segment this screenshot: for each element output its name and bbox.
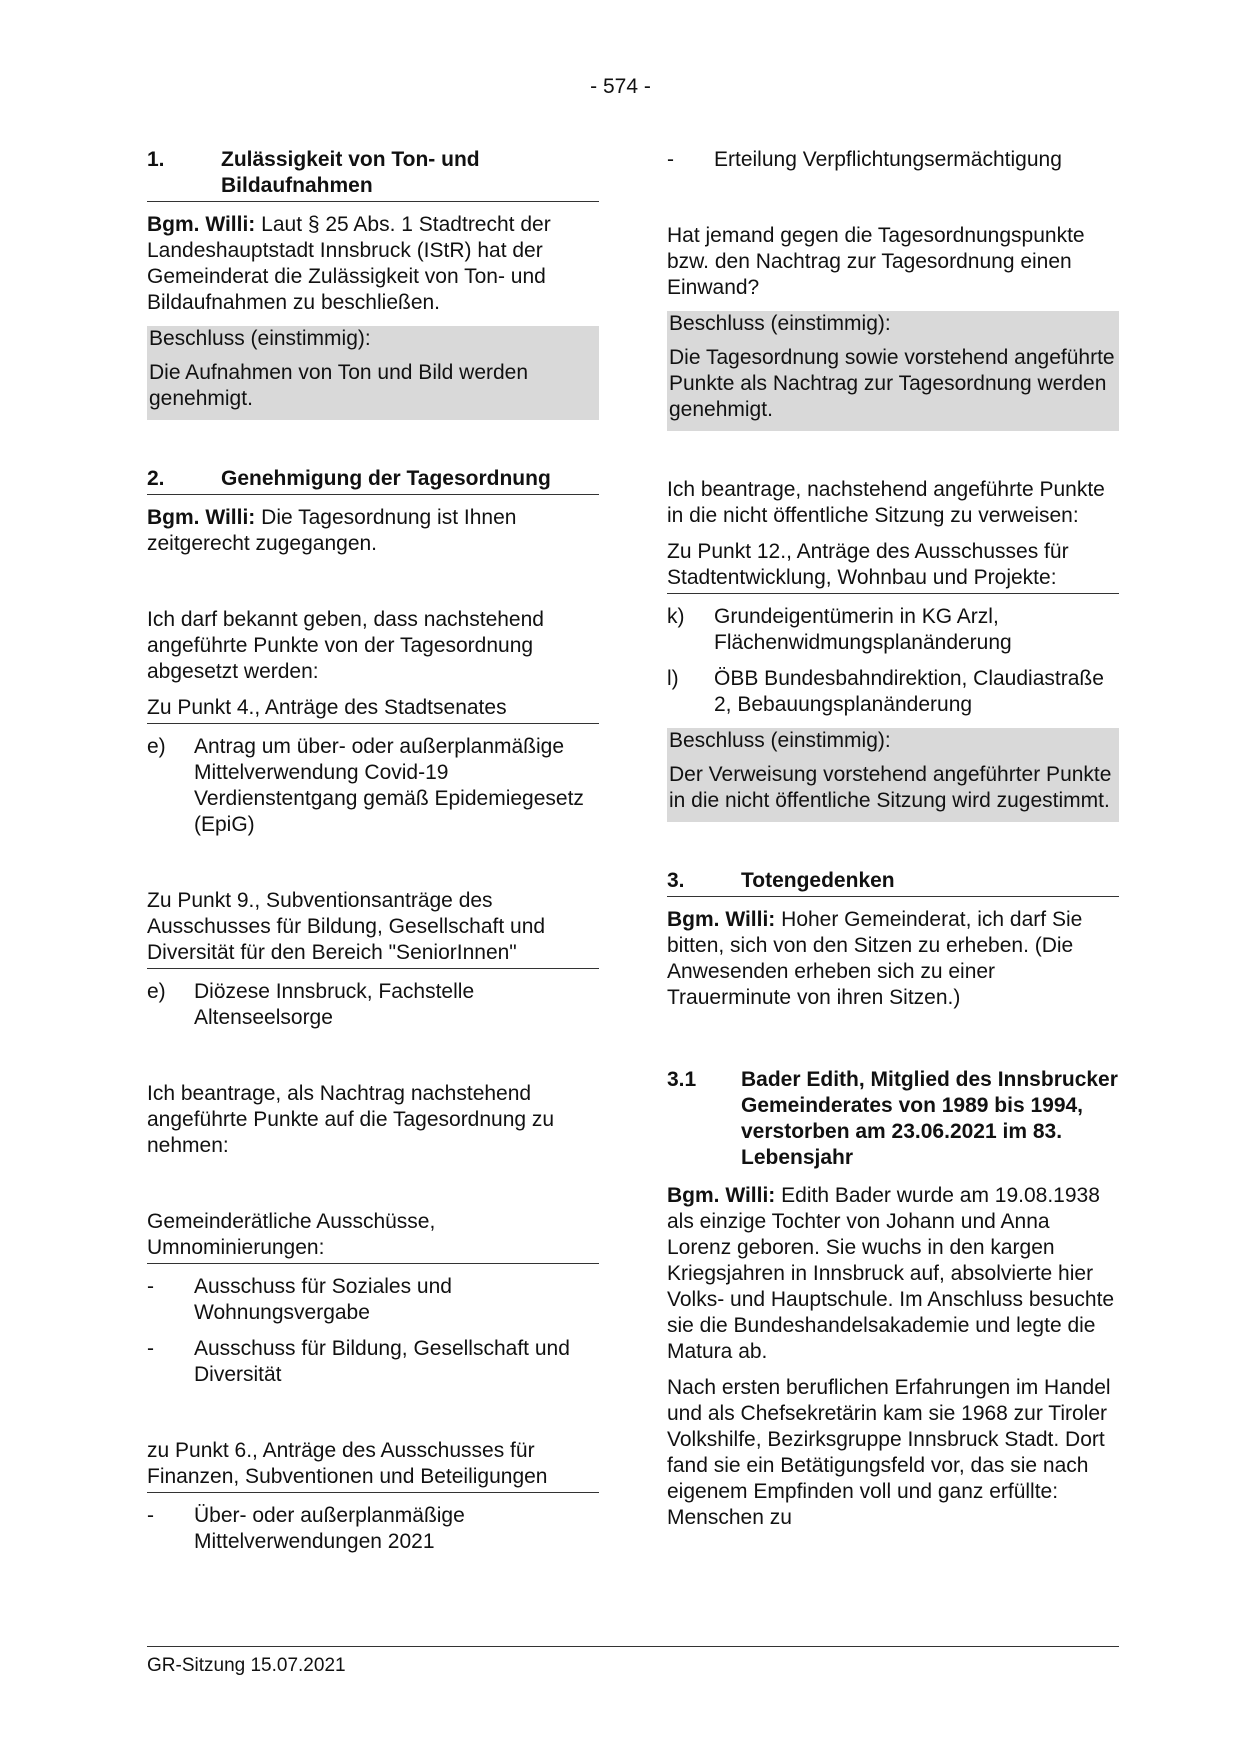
section-1-heading — [147, 147, 599, 202]
list-item — [147, 1274, 599, 1326]
paragraph: Ich darf bekannt geben, dass nachstehend angeführte Punkte von der Tagesordnung abgesetzt werden: — [147, 608, 544, 683]
list-item — [147, 734, 599, 838]
list-item-text: Diözese Innsbruck, Fachstelle Altenseelsorge — [194, 980, 475, 1029]
list-item — [667, 666, 1119, 718]
list-marker: - — [147, 1504, 154, 1527]
list-item — [147, 1336, 599, 1388]
resolution-label: Beschluss (einstimmig): — [149, 327, 371, 350]
speaker: Bgm. Willi: — [147, 506, 256, 529]
resolution-text: Die Aufnahmen von Ton und Bild werden genehmigt. — [149, 361, 529, 410]
list-marker: l) — [667, 667, 679, 690]
section-3-heading — [667, 868, 1119, 897]
subheading: Zu Punkt 12., Anträge des Ausschusses für Stadtentwicklung, Wohnbau und Projekte: — [667, 539, 1119, 594]
section-title: Zulässigkeit von Ton- und Bildaufnahmen — [221, 148, 480, 197]
section-3-1-heading — [667, 1067, 1119, 1173]
section-number: 1. — [147, 148, 165, 171]
list — [667, 147, 1119, 173]
list-marker: - — [147, 1337, 154, 1360]
resolution-label: Beschluss (einstimmig): — [669, 312, 891, 335]
list-marker: e) — [147, 980, 166, 1003]
list-item — [147, 1503, 599, 1555]
subheading: Zu Punkt 9., Subventionsanträge des Ausschusses für Bildung, Gesellschaft und Diversität für den Bereich "SeniorInnen" — [147, 888, 599, 969]
paragraph: Bgm. Willi: Hoher Gemeinderat, ich darf Sie bitten, sich von den Sitzen zu erheben. (Die Anwesenden erheben sich zu einer Trauerminute von ihren Sitzen.) — [667, 908, 1083, 1009]
resolution-text: Der Verweisung vorstehend angeführter Punkte in die nicht öffentliche Sitzung wird zugestimmt. — [669, 763, 1112, 812]
list-item — [667, 604, 1119, 656]
left-column — [147, 147, 599, 1565]
paragraph: Hat jemand gegen die Tagesordnungspunkte bzw. den Nachtrag zur Tagesordnung einen Einwand? — [667, 224, 1085, 299]
paragraph: Bgm. Willi: Edith Bader wurde am 19.08.1938 als einzige Tochter von Johann und Anna Lorenz geboren. Sie wuchs in den kargen Kriegsjahren in Innsbruck auf, absolvierte hier Volks- und Hauptschule. Im Anschluss besuchte sie die Bundeshandelsakademie und legte die Matura ab. — [667, 1184, 1115, 1363]
list-item — [667, 147, 1119, 173]
section-title: Bader Edith, Mitglied des Innsbrucker Gemeinderates von 1989 bis 1994, verstorben am 23.06.2021 im 83. Lebensjahr — [741, 1068, 1118, 1169]
speaker: Bgm. Willi: — [667, 1184, 776, 1207]
section-number: 3.1 — [667, 1068, 697, 1091]
section-title: Totengedenken — [741, 869, 895, 892]
section-title: Genehmigung der Tagesordnung — [221, 467, 551, 490]
subheading: Zu Punkt 4., Anträge des Stadtsenates — [147, 695, 599, 724]
section-2-heading — [147, 466, 599, 495]
right-column — [667, 147, 1119, 1541]
resolution-label: Beschluss (einstimmig): — [669, 729, 891, 752]
paragraph: Ich beantrage, als Nachtrag nachstehend angeführte Punkte auf die Tagesordnung zu nehmen: — [147, 1082, 555, 1157]
resolution-box — [667, 728, 1119, 822]
list — [147, 979, 599, 1031]
list — [147, 1274, 599, 1388]
list-marker: e) — [147, 735, 166, 758]
page-footer: GR-Sitzung 15.07.2021 — [147, 1646, 1119, 1679]
resolution-box — [147, 326, 599, 420]
list — [147, 734, 599, 838]
page-number: - 574 - — [590, 75, 651, 98]
paragraph: Ich beantrage, nachstehend angeführte Punkte in die nicht öffentliche Sitzung zu verweisen: — [667, 478, 1105, 527]
list-marker: k) — [667, 605, 685, 628]
subheading: Gemeinderätliche Ausschüsse, Umnominierungen: — [147, 1209, 599, 1264]
section-number: 3. — [667, 869, 685, 892]
list-item-text: Grundeigentümerin in KG Arzl, Flächenwidmungsplanänderung — [714, 605, 1012, 654]
list-marker: - — [147, 1275, 154, 1298]
resolution-text: Die Tagesordnung sowie vorstehend angeführte Punkte als Nachtrag zur Tagesordnung werden genehmigt. — [669, 346, 1115, 421]
speaker: Bgm. Willi: — [667, 908, 776, 931]
subheading: zu Punkt 6., Anträge des Ausschusses für Finanzen, Subventionen und Beteiligungen — [147, 1438, 599, 1493]
list-item-text: Ausschuss für Bildung, Gesellschaft und Diversität — [194, 1337, 570, 1386]
list — [147, 1503, 599, 1555]
paragraph: Nach ersten beruflichen Erfahrungen im Handel und als Chefsekretärin kam sie 1968 zur Tiroler Volkshilfe, Bezirksgruppe Innsbruck Stadt. Dort fand sie ein Betätigungsfeld vor, das sie nach eigenem Empfinden voll und ganz erfüllte: Menschen zu — [667, 1376, 1111, 1529]
resolution-box — [667, 311, 1119, 431]
list-item-text: Antrag um über- oder außerplanmäßige Mittelverwendung Covid-19 Verdienstentgang gemäß Epidemiegesetz (EpiG) — [194, 735, 584, 836]
list-item-text: Erteilung Verpflichtungsermächtigung — [714, 148, 1062, 171]
paragraph: Bgm. Willi: Die Tagesordnung ist Ihnen zeitgerecht zugegangen. — [147, 506, 517, 555]
list-item — [147, 979, 599, 1031]
list-item-text: ÖBB Bundesbahndirektion, Claudiastraße 2, Bebauungsplanänderung — [714, 667, 1104, 716]
list-marker: - — [667, 148, 674, 171]
list-item-text: Ausschuss für Soziales und Wohnungsvergabe — [194, 1275, 452, 1324]
paragraph: Bgm. Willi: Laut § 25 Abs. 1 Stadtrecht der Landeshauptstadt Innsbruck (IStR) hat der Gemeinderat die Zulässigkeit von Ton- und Bildaufnahmen zu beschließen. — [147, 213, 551, 314]
section-number: 2. — [147, 467, 165, 490]
speaker: Bgm. Willi: — [147, 213, 256, 236]
list-item-text: Über- oder außerplanmäßige Mittelverwendungen 2021 — [194, 1504, 465, 1553]
list — [667, 604, 1119, 718]
